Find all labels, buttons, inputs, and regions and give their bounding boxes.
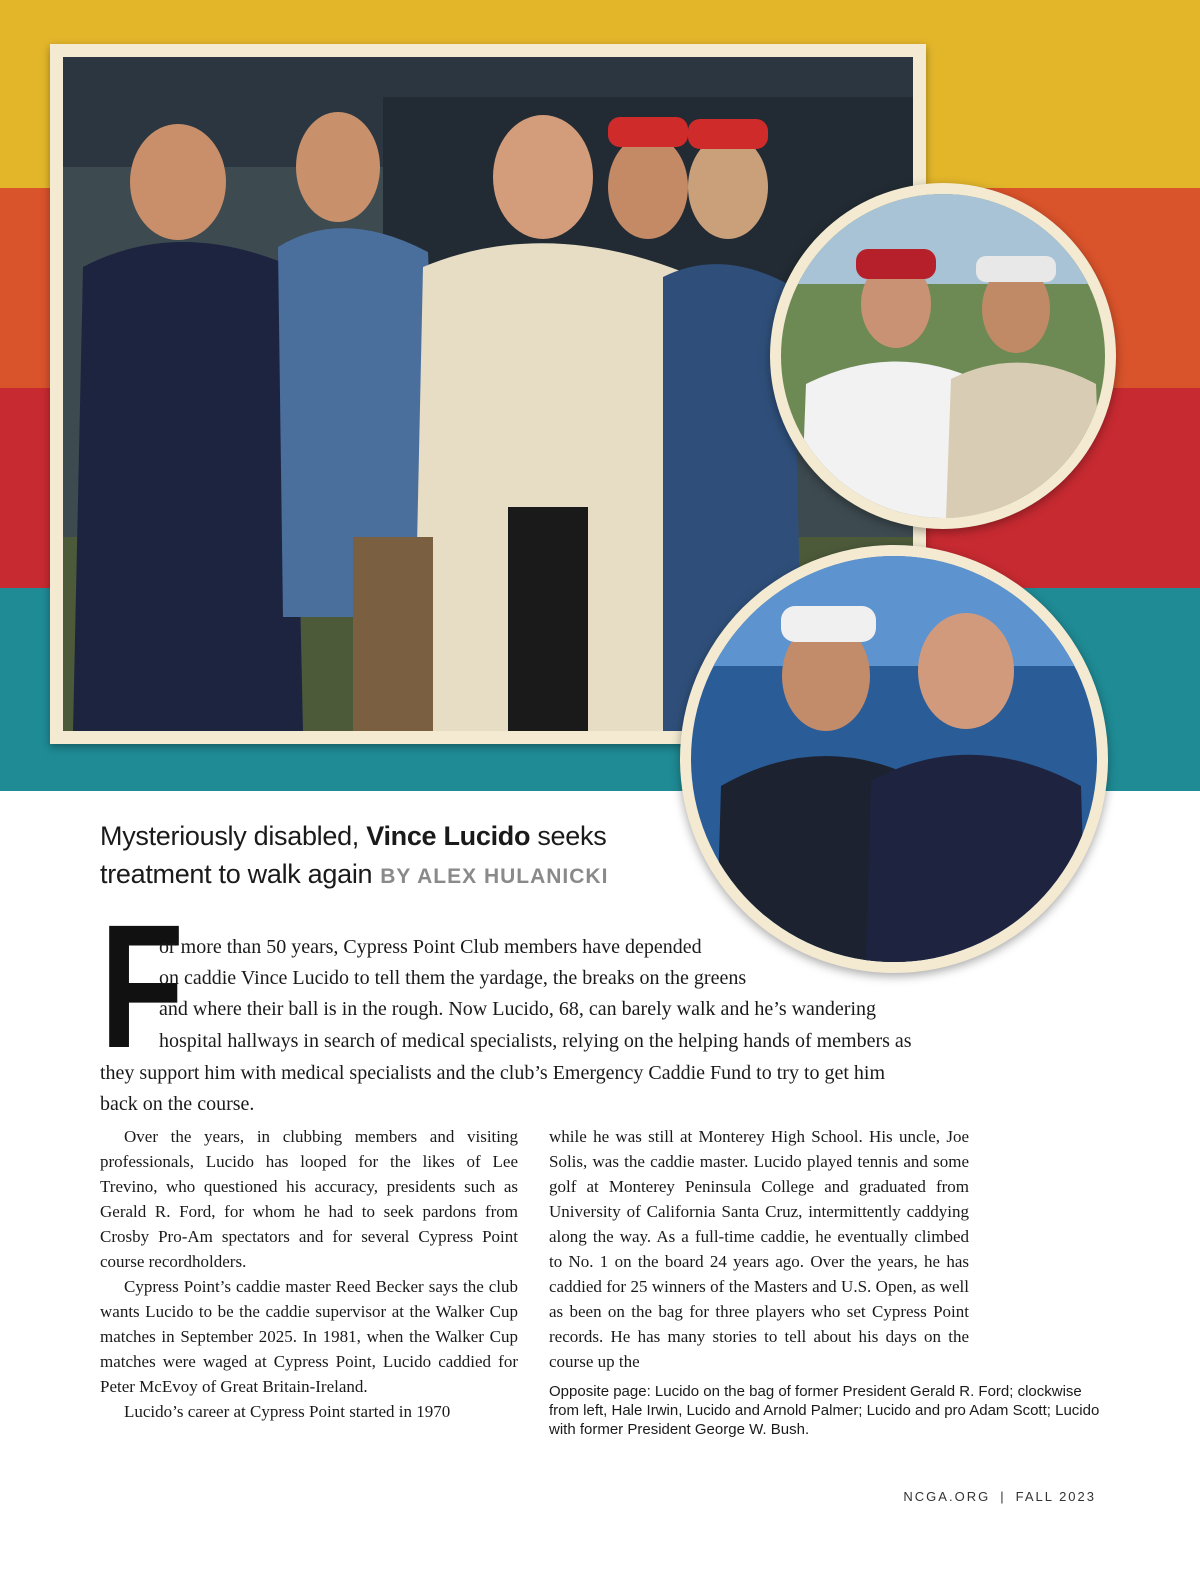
circle-photo-scott-illustration: [781, 194, 1105, 518]
headline-part-1: Mysteriously disabled,: [100, 821, 367, 851]
headline-line-2-text: treatment to walk again: [100, 859, 373, 889]
intro-line: hospital hallways in search of medical specialists, relying on the helping hands of members as: [159, 1030, 912, 1052]
intro-line: they support him with medical specialists and the club’s Emergency Caddie Fund to try to get him: [100, 1062, 886, 1084]
body-column-1: [100, 1124, 518, 1424]
headline-line-2: [100, 855, 700, 896]
circle-photo-scott-image: [781, 194, 1105, 518]
headline-part-2: seeks: [530, 821, 607, 851]
byline: BY ALEX HULANICKI: [380, 865, 609, 888]
page-footer: [850, 1489, 1096, 1504]
footer-site: NCGA.ORG: [903, 1489, 991, 1504]
drop-cap: F: [100, 889, 184, 1085]
headline: [100, 817, 700, 896]
body-column-2: [549, 1124, 969, 1374]
footer-separator: |: [1000, 1489, 1006, 1504]
body-paragraph: Cypress Point’s caddie master Reed Becker says the club wants Lucido to be the caddie supervisor at the Walker Cup matches in September 2025. In 1981, when the Walker Cup matches were waged at Cypress Point, Lucido caddied for Peter McEvoy of Great Britain-Ireland.: [100, 1277, 518, 1396]
intro-line: and where their ball is in the rough. Now Lucido, 68, can barely walk and he’s wandering: [159, 998, 877, 1020]
circle-photo-bush-image: [691, 556, 1097, 962]
footer-issue: FALL 2023: [1015, 1489, 1096, 1504]
circle-photo-scott: [770, 183, 1116, 529]
headline-bold-name: Vince Lucido: [366, 821, 531, 851]
circle-photo-bush-illustration: [691, 556, 1097, 962]
intro-line: on caddie Vince Lucido to tell them the yardage, the breaks on the greens: [159, 967, 747, 989]
circle-photo-bush: [680, 545, 1108, 973]
body-paragraph: while he was still at Monterey High School. His uncle, Joe Solis, was the caddie master. Lucido played tennis and some golf at Monterey Peninsula College and graduated from University of California Santa Cruz, intermittently caddying along the way. As a full-time caddie, he eventually climbed to No. 1 on the board 24 years ago. Over the years, he has caddied for 25 winners of the Masters and U.S. Open, as well as been on the bag for three players who set Cypress Point records. He has many stories to tell about his days on the course up the: [549, 1127, 969, 1371]
intro-line: or more than 50 years, Cypress Point Club members have depended: [159, 936, 702, 958]
headline-line-1: [100, 817, 700, 855]
body-paragraph: Over the years, in clubbing members and visiting professionals, Lucido has looped for the likes of Lee Trevino, who questioned his accuracy, presidents such as Gerald R. Ford, for whom he had to seek pardons from Crosby Pro-Am spectators and for several Cypress Point course recordholders.: [100, 1127, 518, 1271]
intro-line: back on the course.: [100, 1093, 255, 1115]
photo-caption: Opposite page: Lucido on the bag of former President Gerald R. Ford; clockwise from left, Hale Irwin, Lucido and Arnold Palmer; Lucido and pro Adam Scott; Lucido with former President George W. Bush.: [549, 1383, 1100, 1438]
body-paragraph: Lucido’s career at Cypress Point started in 1970: [124, 1402, 451, 1421]
